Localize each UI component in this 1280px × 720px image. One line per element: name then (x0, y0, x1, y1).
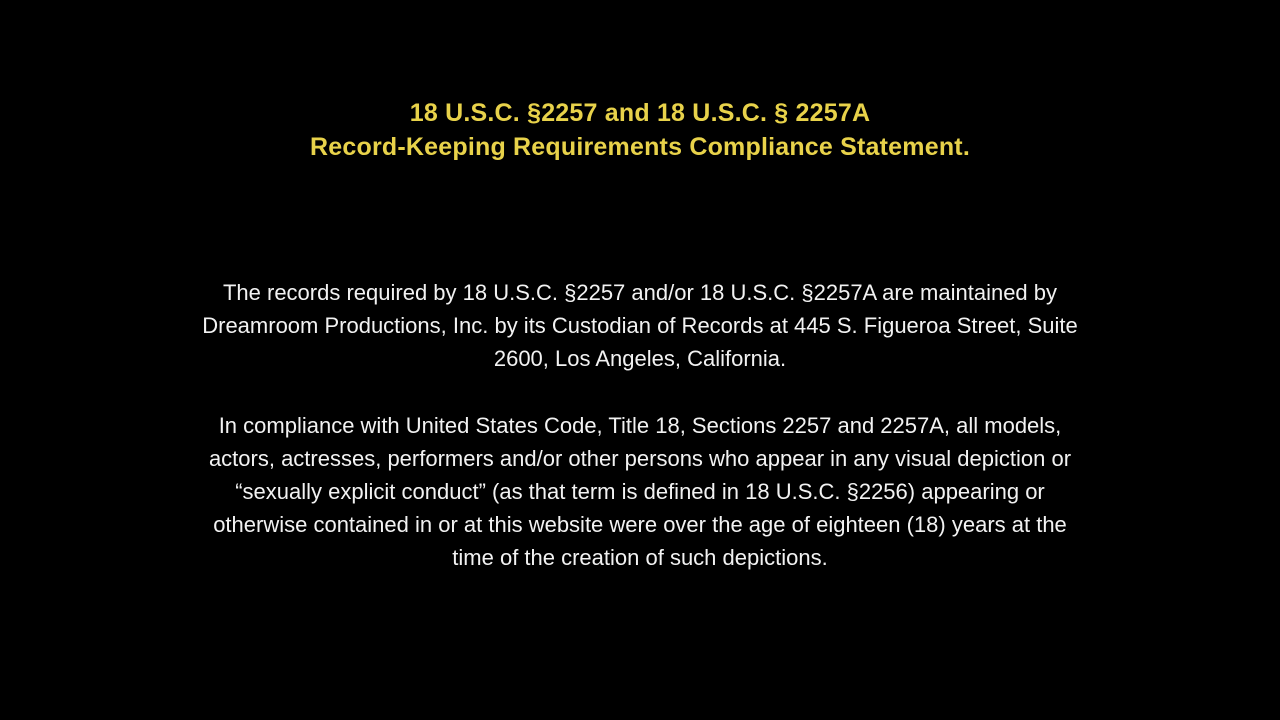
page-title-line-2: Record-Keeping Requirements Compliance Statement. (310, 133, 970, 161)
age-compliance-paragraph: In compliance with United States Code, Title 18, Sections 2257 and 2257A, all models, actors, actresses, performers and/or other persons who appear in any visual depiction or “sexually explicit conduct” (as that term is defined in 18 U.S.C. §2256) appearing or otherwise contained in or at this website were over the age of eighteen (18) years at the time of the creation of such depictions. (208, 413, 1072, 570)
page-title (0, 96, 1280, 164)
page-title-line-1: 18 U.S.C. §2257 and 18 U.S.C. § 2257A (409, 99, 871, 127)
records-custodian-paragraph: The records required by 18 U.S.C. §2257 and/or 18 U.S.C. §2257A are maintained by Dreamroom Productions, Inc. by its Custodian of Records at 445 S. Figueroa Street, Suite 2600, Los Angeles, California. (202, 280, 1078, 371)
statement-body (0, 276, 1280, 574)
